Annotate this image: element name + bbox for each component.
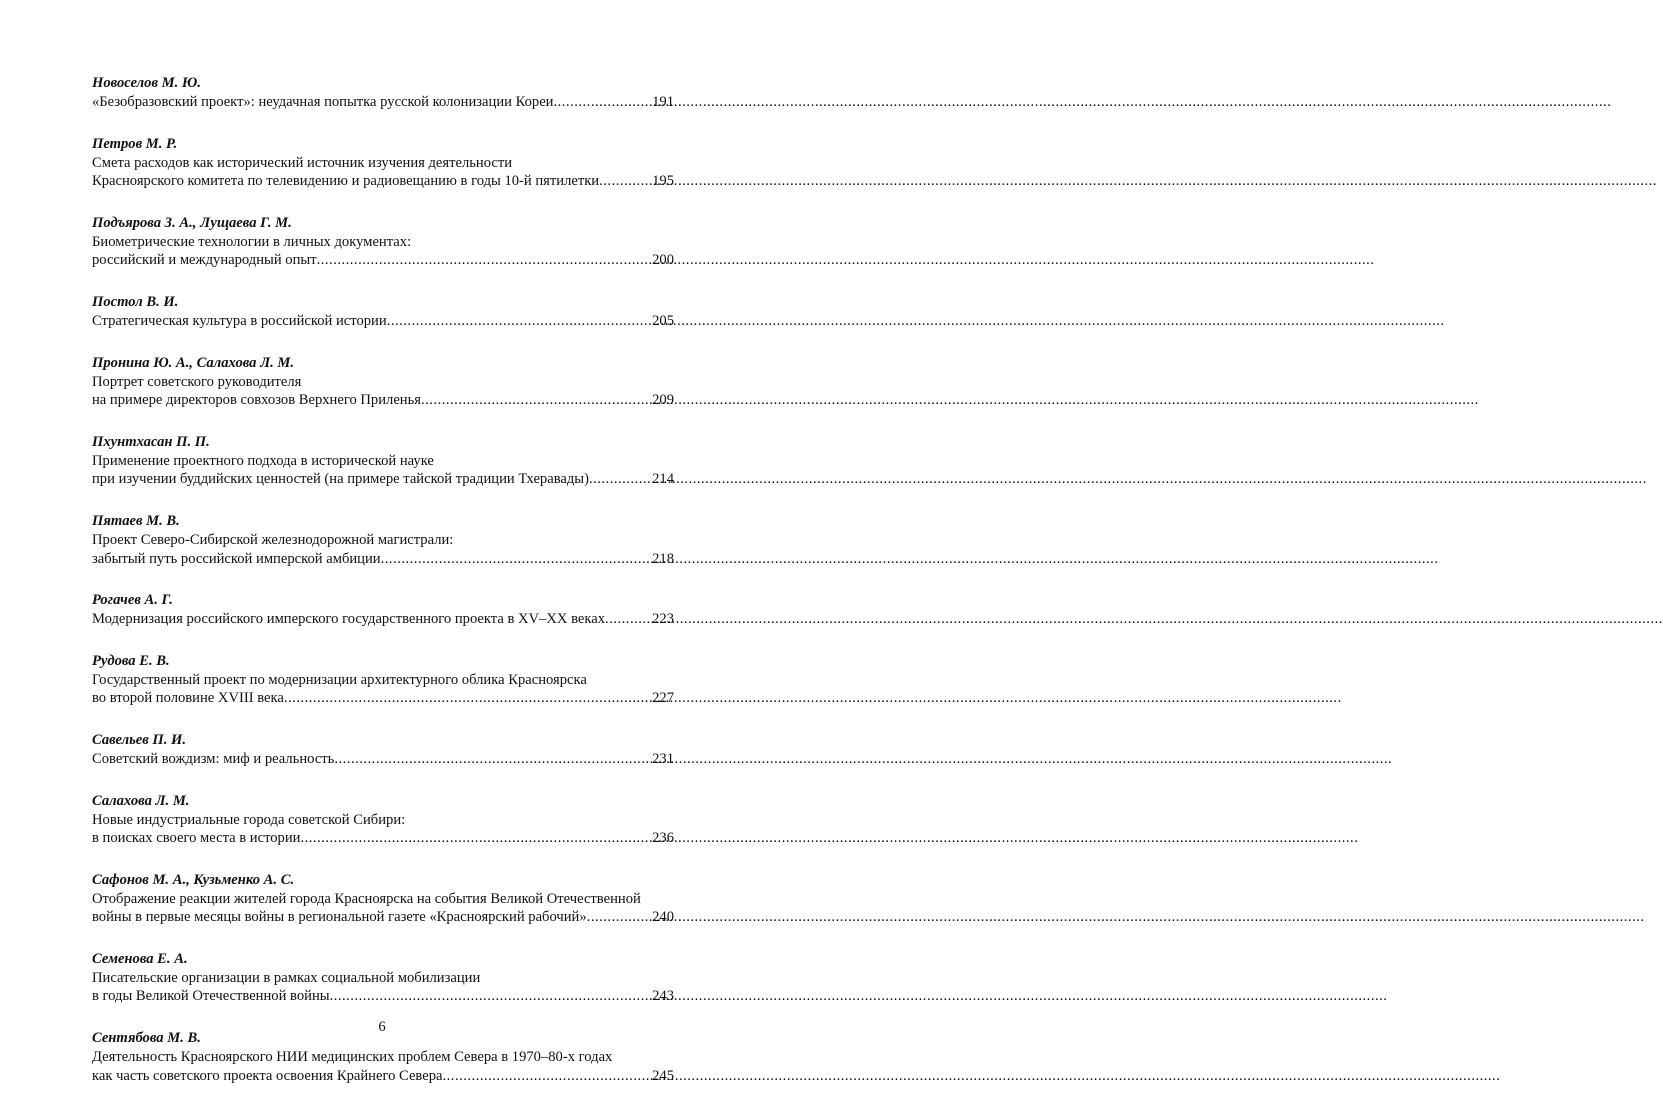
toc-entry (92, 293, 674, 331)
entry-title-last-line (92, 251, 674, 270)
entry-page-number: 200 (652, 252, 674, 269)
entry-title-text: Красноярского комитета по телевидению и радиовещанию в годы 10-й пятилетки (92, 173, 600, 190)
entry-title-line: Государственный проект по модернизации архитектурного облика Красноярска (92, 671, 587, 688)
dot-leader (317, 251, 651, 270)
toc-entry (92, 1029, 674, 1085)
dot-leader (334, 750, 650, 769)
entry-authors: Рудова Е. В. (92, 652, 170, 669)
table-of-contents (92, 74, 674, 1108)
dot-leader (300, 829, 650, 848)
entry-title-text: в годы Великой Отечественной войны (92, 988, 330, 1005)
entry-page-number: 227 (652, 690, 674, 707)
entry-authors: Салахова Л. М. (92, 792, 190, 809)
dot-leader (381, 550, 651, 569)
entry-page-number: 218 (652, 550, 674, 567)
toc-entry (92, 652, 674, 708)
entry-page-number: 231 (652, 750, 674, 767)
dot-leader (587, 908, 650, 927)
entry-page-number: 195 (652, 173, 674, 190)
toc-entry (92, 950, 674, 1006)
entry-title-line: Смета расходов как исторический источник изучения деятельности (92, 154, 513, 171)
entry-page-number: 205 (652, 312, 674, 329)
entry-page-number: 209 (652, 392, 674, 409)
entry-title-last-line (92, 391, 674, 410)
entry-title-text: Стратегическая культура в российской истории (92, 312, 387, 329)
entry-authors: Подъярова З. А., Лущаева Г. М. (92, 214, 292, 231)
entry-title-line: Биометрические технологии в личных документах: (92, 233, 412, 250)
entry-page-number: 245 (652, 1067, 674, 1084)
entry-authors: Сентябова М. В. (92, 1030, 201, 1047)
entry-title-last-line (92, 610, 674, 629)
entry-authors: Семенова Е. А. (92, 950, 188, 967)
toc-entry (92, 74, 674, 112)
entry-title-line: Отображение реакции жителей города Красноярска на события Великой Отечественной (92, 890, 641, 907)
entry-title-line: Писательские организации в рамках социальной мобилизации (92, 969, 481, 986)
entry-authors: Пятаев М. В. (92, 512, 180, 529)
entry-title-last-line (92, 829, 674, 848)
toc-entry (92, 433, 674, 489)
entry-authors: Сафонов М. А., Кузьменко А. С. (92, 871, 295, 888)
entry-title-last-line (92, 987, 674, 1006)
entry-title-text: войны в первые месяцы войны в региональной газете «Красноярский рабочий» (92, 909, 587, 926)
entry-title-text: Советский вождизм: миф и реальность (92, 750, 335, 767)
toc-entry (92, 214, 674, 270)
entry-title-text: российский и международный опыт (92, 252, 317, 269)
entry-authors: Петров М. Р. (92, 135, 178, 152)
entry-authors: Пхунтхасан П. П. (92, 433, 210, 450)
toc-entry (92, 135, 674, 191)
toc-entry (92, 591, 674, 629)
toc-entry (92, 512, 674, 568)
entry-page-number: 240 (652, 909, 674, 926)
entry-title-line: Проект Северо-Сибирской железнодорожной магистрали: (92, 531, 454, 548)
entry-authors: Постол В. И. (92, 293, 179, 310)
entry-title-text: во второй половине XVIII века (92, 690, 284, 707)
entry-title-line: Новые индустриальные города советской Сибири: (92, 811, 406, 828)
dot-leader (330, 987, 651, 1006)
toc-entry (92, 871, 674, 927)
entry-title-last-line (92, 93, 674, 112)
entry-title-text: на примере директоров совхозов Верхнего Приленья (92, 392, 421, 409)
page-number: 6 (378, 1019, 386, 1035)
entry-title-last-line (92, 470, 674, 489)
entry-page-number: 214 (652, 471, 674, 488)
entry-title-last-line (92, 908, 674, 927)
entry-title-last-line (92, 750, 674, 769)
entry-page-number: 223 (652, 611, 674, 628)
dot-leader (284, 689, 650, 708)
entry-title-last-line (92, 550, 674, 569)
entry-title-last-line (92, 689, 674, 708)
toc-entry (92, 792, 674, 848)
toc-entry (92, 731, 674, 769)
dot-leader (605, 610, 650, 629)
entry-title-last-line (92, 312, 674, 331)
entry-title-text: в поисках своего места в истории (92, 830, 301, 847)
entry-title-last-line (92, 1067, 674, 1086)
entry-page-number: 191 (652, 94, 674, 110)
dot-leader (387, 312, 650, 331)
dot-leader (421, 391, 650, 410)
entry-title-text: как часть советского проекта освоения Крайнего Севера (92, 1067, 443, 1084)
dot-leader (443, 1067, 651, 1086)
dot-leader (599, 172, 650, 191)
entry-title-line: Портрет советского руководителя (92, 373, 302, 390)
document-page (0, 0, 764, 1084)
entry-page-number: 243 (652, 988, 674, 1005)
entry-authors: Новоселов М. Ю. (92, 75, 201, 91)
entry-title-line: Применение проектного подхода в исторической науке (92, 452, 434, 469)
entry-title-text: Модернизация российского имперского государственного проекта в XV–XX веках (92, 611, 606, 628)
entry-title-text: «Безобразовский проект»: неудачная попытка русской колонизации Кореи (92, 94, 554, 110)
entry-title-last-line (92, 172, 674, 191)
entry-authors: Пронина Ю. А., Салахова Л. М. (92, 354, 295, 371)
dot-leader (589, 470, 650, 489)
entry-title-line: Деятельность Красноярского НИИ медицинских проблем Севера в 1970–80-х годах (92, 1049, 613, 1066)
entry-authors: Рогачев А. Г. (92, 592, 173, 609)
dot-leader (553, 93, 650, 112)
entry-title-text: забытый путь российской имперской амбиции (92, 550, 381, 567)
entry-title-text: при изучении буддийских ценностей (на примере тайской традиции Тхеравады) (92, 471, 589, 488)
entry-authors: Савельев П. И. (92, 731, 187, 748)
toc-entry (92, 354, 674, 410)
entry-page-number: 236 (652, 830, 674, 847)
